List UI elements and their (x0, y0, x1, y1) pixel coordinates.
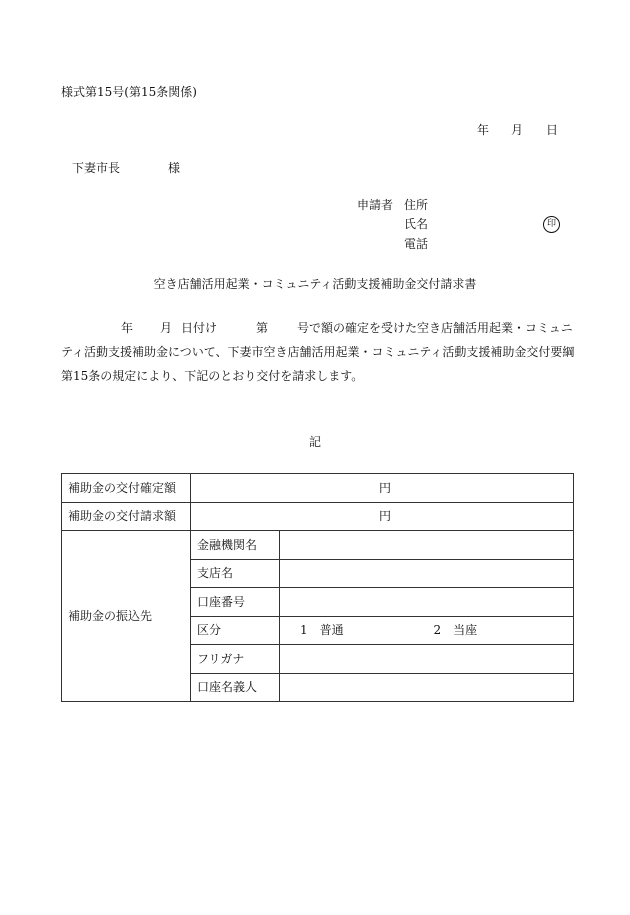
body-line3: 第15条の規定により、下記のとおり交付を請求します。 (61, 369, 364, 383)
applicant-name-label: 氏名 (404, 217, 429, 231)
request-amount-field[interactable] (191, 502, 574, 531)
account-number-label: 口座番号 (191, 588, 280, 617)
account-holder-label: 口座名義人 (191, 673, 280, 702)
bank-name-label: 金融機関名 (191, 531, 280, 560)
body-day-tsuke: 日付け (181, 321, 218, 335)
furigana-field[interactable] (280, 645, 574, 674)
seal-icon: 印 (543, 216, 560, 233)
table-row (62, 531, 574, 560)
body-line1-rest: 号で額の確定を受けた空き店舗活用起業・コミュニ (297, 321, 573, 335)
branch-label: 支店名 (191, 559, 280, 588)
applicant-phone-label: 電話 (404, 237, 429, 251)
account-type-field[interactable] (280, 616, 574, 645)
applicant-label: 申請者 (357, 198, 394, 212)
account-number-field[interactable] (280, 588, 574, 617)
table-row (62, 502, 574, 531)
ki-heading: 記 (308, 435, 321, 449)
furigana-label: フリガナ (191, 645, 280, 674)
table-row (62, 474, 574, 503)
account-holder-field[interactable] (280, 673, 574, 702)
addressee-honorific: 様 (168, 161, 181, 175)
confirmed-amount-label: 補助金の交付確定額 (62, 474, 191, 503)
date-month: 月 (511, 123, 524, 137)
payment-info-table (61, 473, 574, 702)
body-month: 月 (160, 321, 173, 335)
body-dai: 第 (256, 321, 269, 335)
addressee-name: 下妻市長 (72, 161, 121, 175)
confirmed-amount-unit: 円 (379, 480, 392, 495)
transfer-label: 補助金の振込先 (62, 531, 191, 702)
account-type-label: 区分 (191, 616, 280, 645)
document-title: 空き店舗活用起業・コミュニティ活動支援補助金交付請求書 (153, 277, 477, 291)
request-amount-label: 補助金の交付請求額 (62, 502, 191, 531)
body-line2: ティ活動支援補助金について、下妻市空き店舗活用起業・コミュニティ活動支援補助金交付要綱 (61, 345, 575, 359)
account-type-option-2[interactable]: 2 当座 (433, 623, 478, 638)
date-year: 年 (477, 123, 490, 137)
applicant-address-label: 住所 (404, 198, 429, 212)
confirmed-amount-field[interactable] (191, 474, 574, 503)
account-type-option-1[interactable]: 1 普通 (300, 623, 344, 638)
form-number: 様式第15号(第15条関係) (61, 85, 197, 99)
date-day: 日 (546, 123, 559, 137)
bank-name-field[interactable] (280, 531, 574, 560)
body-year: 年 (121, 321, 134, 335)
branch-field[interactable] (280, 559, 574, 588)
request-amount-unit: 円 (379, 509, 392, 524)
seal-mark (543, 216, 560, 233)
